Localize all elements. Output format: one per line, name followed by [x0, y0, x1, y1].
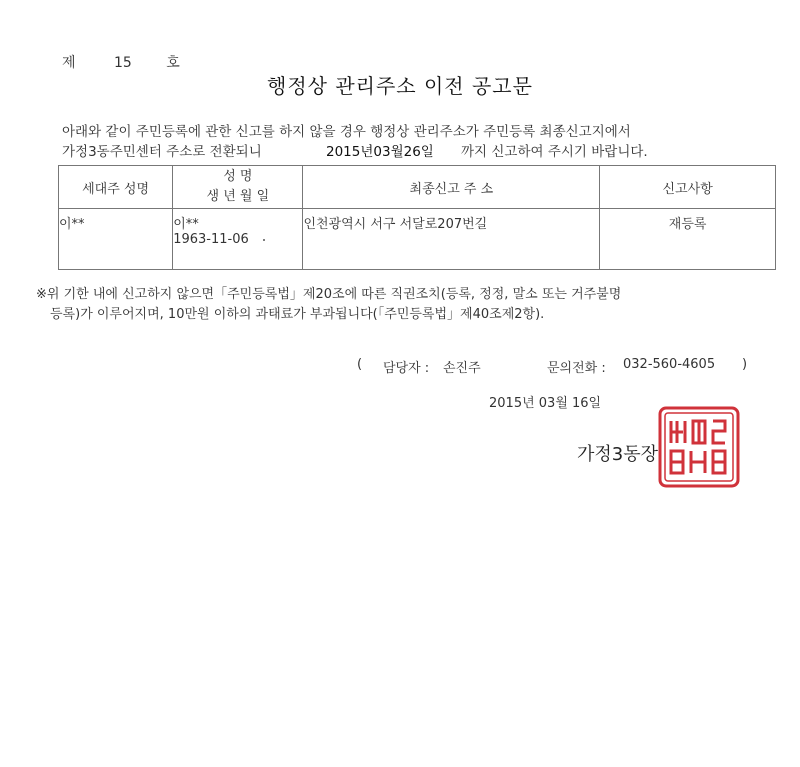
issue-date: 2015년 03월 16일 — [489, 396, 602, 411]
header-name-birth — [173, 166, 303, 209]
page-title: 행정상 관리주소 이전 공고문 — [267, 74, 533, 98]
doc-number-suffix: 호 — [166, 55, 180, 71]
intro-line-2-end: 까지 신고하여 주시기 바랍니다. — [461, 144, 648, 160]
header-name: 성 명 — [223, 169, 253, 184]
cell-birth: 1963-11-06 — [173, 232, 249, 247]
cell-name-birth — [173, 209, 303, 270]
resident-table — [58, 165, 776, 270]
intro-line-2-start: 가정3동주민센터 주소로 전환되니 — [62, 144, 262, 160]
doc-number-prefix: 제 — [62, 55, 76, 71]
document-number — [62, 52, 180, 72]
header-householder: 세대주 성명 — [59, 166, 173, 209]
notice-line-2: 등록)가 이루어지며, 10만원 이하의 과태료가 부과됩니다(「주민등록법」제40조제2항). — [50, 307, 545, 322]
intro-line-2 — [62, 140, 782, 158]
cell-report: 재등록 — [600, 209, 776, 270]
phone-number: 032-560-4605 — [623, 357, 716, 372]
cell-name: 이** — [173, 217, 199, 232]
signer-title: 가정3동장 — [577, 444, 659, 465]
contact-close-paren: ) — [742, 357, 748, 372]
header-address: 최종신고 주 소 — [303, 166, 600, 209]
doc-number-value: 15 — [113, 55, 132, 71]
notice-line-1: ※위 기한 내에 신고하지 않으면「주민등록법」제20조에 따른 직권조치(등록, 정정, 말소 또는 거주불명 — [36, 287, 622, 302]
table-row — [59, 209, 776, 270]
manager-label: 담당자 : — [383, 361, 430, 376]
manager-name: 손진주 — [443, 361, 481, 376]
phone-label: 문의전화 : — [547, 361, 606, 376]
contact-open-paren: ( — [357, 357, 363, 372]
cell-address: 인천광역시 서구 서달로207번길 — [303, 209, 600, 270]
header-report: 신고사항 — [600, 166, 776, 209]
scan-dot — [263, 239, 265, 241]
intro-line-1: 아래와 같이 주민등록에 관한 신고를 하지 않을 경우 행정상 관리주소가 주민등록 최종신고지에서 — [62, 124, 631, 140]
official-seal-icon — [657, 405, 741, 489]
cell-householder: 이** — [59, 209, 173, 270]
table-header-row — [59, 166, 776, 209]
header-birth: 생 년 월 일 — [206, 189, 270, 204]
deadline-date: 2015년03월26일 — [326, 144, 434, 160]
cell-birth-wrap — [173, 232, 302, 247]
